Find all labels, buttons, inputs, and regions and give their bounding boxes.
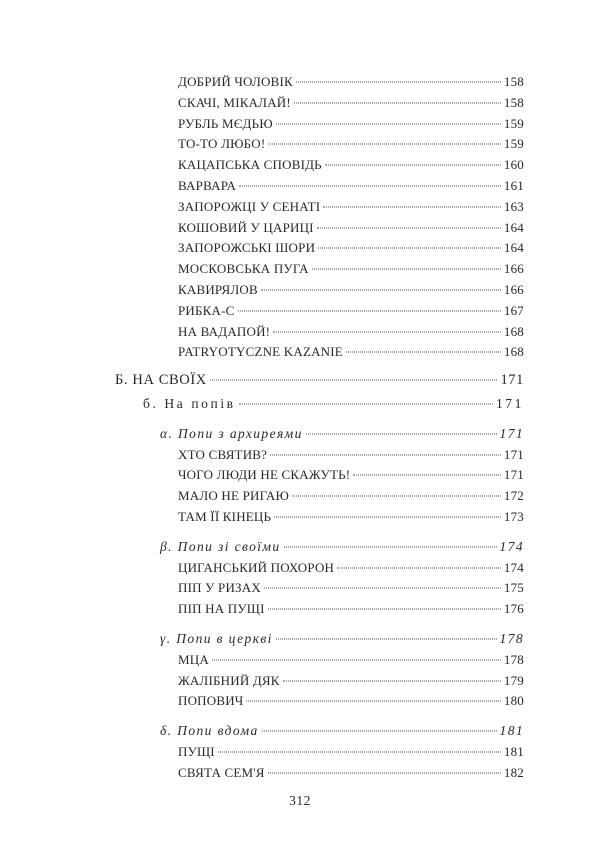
toc-entry-page: 163 (503, 198, 524, 214)
dotted-leader (273, 331, 501, 332)
toc-entry-title: β. Попи зі своїми (160, 538, 281, 554)
dotted-leader (284, 546, 497, 547)
toc-entry-page: 174 (503, 559, 524, 575)
toc-entry-title: ЦИГАНСЬКИЙ ПОХОРОН (178, 559, 335, 575)
toc-entry (178, 763, 524, 784)
toc-entry-page: 176 (503, 601, 524, 617)
toc-entry-title: ВАРВАРА (178, 177, 237, 193)
toc-entry-title: ТАМ ЇЇ КІНЕЦЬ (178, 508, 272, 524)
toc-entry-title: ПІП У РИЗАХ (178, 580, 261, 596)
toc-entry (178, 155, 524, 176)
toc-entry (160, 424, 524, 445)
dotted-leader (238, 310, 501, 311)
dotted-leader (276, 123, 501, 124)
toc-entry (160, 629, 524, 650)
toc-entry-page: 178 (499, 630, 524, 646)
toc-entry (160, 721, 524, 742)
toc-entry-title: МЦА (178, 651, 209, 667)
dotted-leader (276, 638, 497, 639)
dotted-leader (292, 496, 501, 497)
toc-entry-page: 181 (503, 743, 524, 759)
toc-entry (178, 72, 524, 93)
toc-entry-title: ЗАПОРОЖЦІ У СЕНАТІ (178, 198, 321, 214)
dotted-leader (296, 82, 501, 83)
toc-entry-title: КАВИРЯЛОВ (178, 281, 258, 297)
toc-entry-page: 171 (503, 467, 524, 483)
toc-entry-title: Б. НА СВОЇХ (115, 372, 207, 389)
dotted-leader (268, 144, 501, 145)
toc-entry-page: 181 (499, 723, 524, 739)
dotted-leader (246, 701, 500, 702)
toc-entry (178, 671, 524, 692)
toc-entry-title: МАЛО НЕ РИГАЮ (178, 488, 290, 504)
dotted-leader (261, 289, 501, 290)
toc-entry-title: ДОБРИЙ ЧОЛОВІК (178, 74, 293, 89)
toc-entry-page: 171 (503, 446, 524, 462)
toc-entry (178, 578, 524, 599)
toc-entry (178, 742, 524, 763)
toc-entry-title: α. Попи з архиреями (160, 425, 303, 441)
toc-entry (178, 486, 524, 507)
toc-entry-page: 171 (500, 372, 524, 389)
toc-entry-page: 158 (503, 94, 524, 110)
toc-entry (178, 342, 524, 363)
toc-entry-title: ХТО СВЯТИВ? (178, 446, 268, 462)
dotted-leader (218, 751, 501, 752)
dotted-leader (270, 454, 501, 455)
toc-entry (178, 197, 524, 218)
dotted-leader (239, 185, 501, 186)
toc-entry (178, 599, 524, 620)
dotted-leader (306, 433, 497, 434)
toc-entry (178, 650, 524, 671)
dotted-leader (274, 516, 501, 517)
toc-entry-page: 166 (503, 261, 524, 277)
toc-entry (178, 465, 524, 486)
toc-entry-title: МОСКОВСЬКА ПУГА (178, 261, 309, 277)
toc-entry-page: 182 (503, 764, 524, 780)
toc-entry (178, 114, 524, 135)
toc-entry-title: СВЯТА СЕМ'Я (178, 764, 265, 780)
toc-entry (160, 537, 524, 558)
toc-entry-title: ЧОГО ЛЮДИ НЕ СКАЖУТЬ! (178, 467, 351, 483)
toc-entry-page: 164 (503, 240, 524, 256)
toc-entry (178, 218, 524, 239)
toc-entry (178, 238, 524, 259)
toc-entry-page: 178 (503, 651, 524, 667)
toc-entry (178, 259, 524, 280)
dotted-leader (294, 102, 501, 103)
dotted-leader (210, 380, 498, 381)
toc-entry-title: ЖАЛІБНИЙ ДЯК (178, 672, 280, 688)
dotted-leader (264, 588, 501, 589)
dotted-leader (325, 165, 501, 166)
dotted-leader (268, 772, 501, 773)
toc-entry-title: ПІП НА ПУЩІ (178, 601, 265, 617)
toc-entry-page: 161 (503, 177, 524, 193)
dotted-leader (239, 403, 493, 404)
toc-entry-page: 171 (495, 395, 524, 411)
toc-entry-page: 159 (503, 136, 524, 152)
toc-entry-page: 175 (503, 580, 524, 596)
toc-entry-page: 174 (499, 538, 524, 554)
toc-entry (178, 280, 524, 301)
toc-entry-page: 158 (503, 74, 524, 89)
toc-entry (178, 176, 524, 197)
toc-entry-page: 167 (503, 302, 524, 318)
toc-entry-title: ПУЩІ (178, 743, 215, 759)
toc-entry-title: γ. Попи в церкві (160, 630, 273, 646)
toc-entry-page: 160 (503, 157, 524, 173)
dotted-leader (212, 659, 501, 660)
dotted-leader (283, 680, 501, 681)
dotted-leader (346, 352, 501, 353)
page-number: 312 (289, 793, 311, 808)
toc-entry-page: 179 (503, 672, 524, 688)
toc-entry-page: 164 (503, 219, 524, 235)
toc-entry-title: КАЦАПСЬКА СПОВІДЬ (178, 157, 322, 173)
dotted-leader (312, 269, 501, 270)
toc-entry-page: 166 (503, 281, 524, 297)
toc-entry-title: ТО-ТО ЛЮБО! (178, 136, 266, 152)
dotted-leader (318, 248, 501, 249)
toc-entry (178, 301, 524, 322)
toc-entry-page: 159 (503, 115, 524, 131)
dotted-leader (353, 475, 501, 476)
toc-entry (178, 691, 524, 712)
toc-entry (115, 370, 524, 391)
toc-list (115, 72, 524, 784)
toc-entry-page: 171 (499, 425, 524, 441)
toc-entry-title: РУБЛЬ МЄДЬЮ (178, 115, 273, 131)
dotted-leader (262, 731, 497, 732)
toc-entry-title: ЗАПОРОЖСЬКІ ШОРИ (178, 240, 316, 256)
toc-entry-page: 168 (503, 323, 524, 339)
toc-entry (178, 445, 524, 466)
toc-entry-page: 172 (503, 488, 524, 504)
toc-entry (178, 134, 524, 155)
toc-entry (178, 558, 524, 579)
dotted-leader (323, 206, 501, 207)
dotted-leader (337, 567, 501, 568)
toc-entry (178, 322, 524, 343)
dotted-leader (268, 609, 501, 610)
toc-entry-title: PATRYOTYCZNE KAZANIE (178, 344, 343, 360)
toc-entry-title: КОШОВИЙ У ЦАРИЦІ (178, 219, 314, 235)
toc-entry-title: б. На попів (143, 395, 236, 411)
toc-entry (143, 394, 524, 415)
toc-entry-title: δ. Попи вдома (160, 723, 259, 739)
toc-entry-title: СКАЧІ, МІКАЛАЙ! (178, 94, 291, 110)
toc-entry-page: 180 (503, 693, 524, 709)
toc-entry-page: 173 (503, 508, 524, 524)
toc-entry-title: ПОПОВИЧ (178, 693, 244, 709)
toc-entry (178, 507, 524, 528)
toc-entry-page: 168 (503, 344, 524, 360)
toc-entry (178, 93, 524, 114)
dotted-leader (317, 227, 501, 228)
toc-entry-title: РИБКА-С (178, 302, 235, 318)
toc-entry-title: НА ВАДАПОЙ! (178, 323, 271, 339)
